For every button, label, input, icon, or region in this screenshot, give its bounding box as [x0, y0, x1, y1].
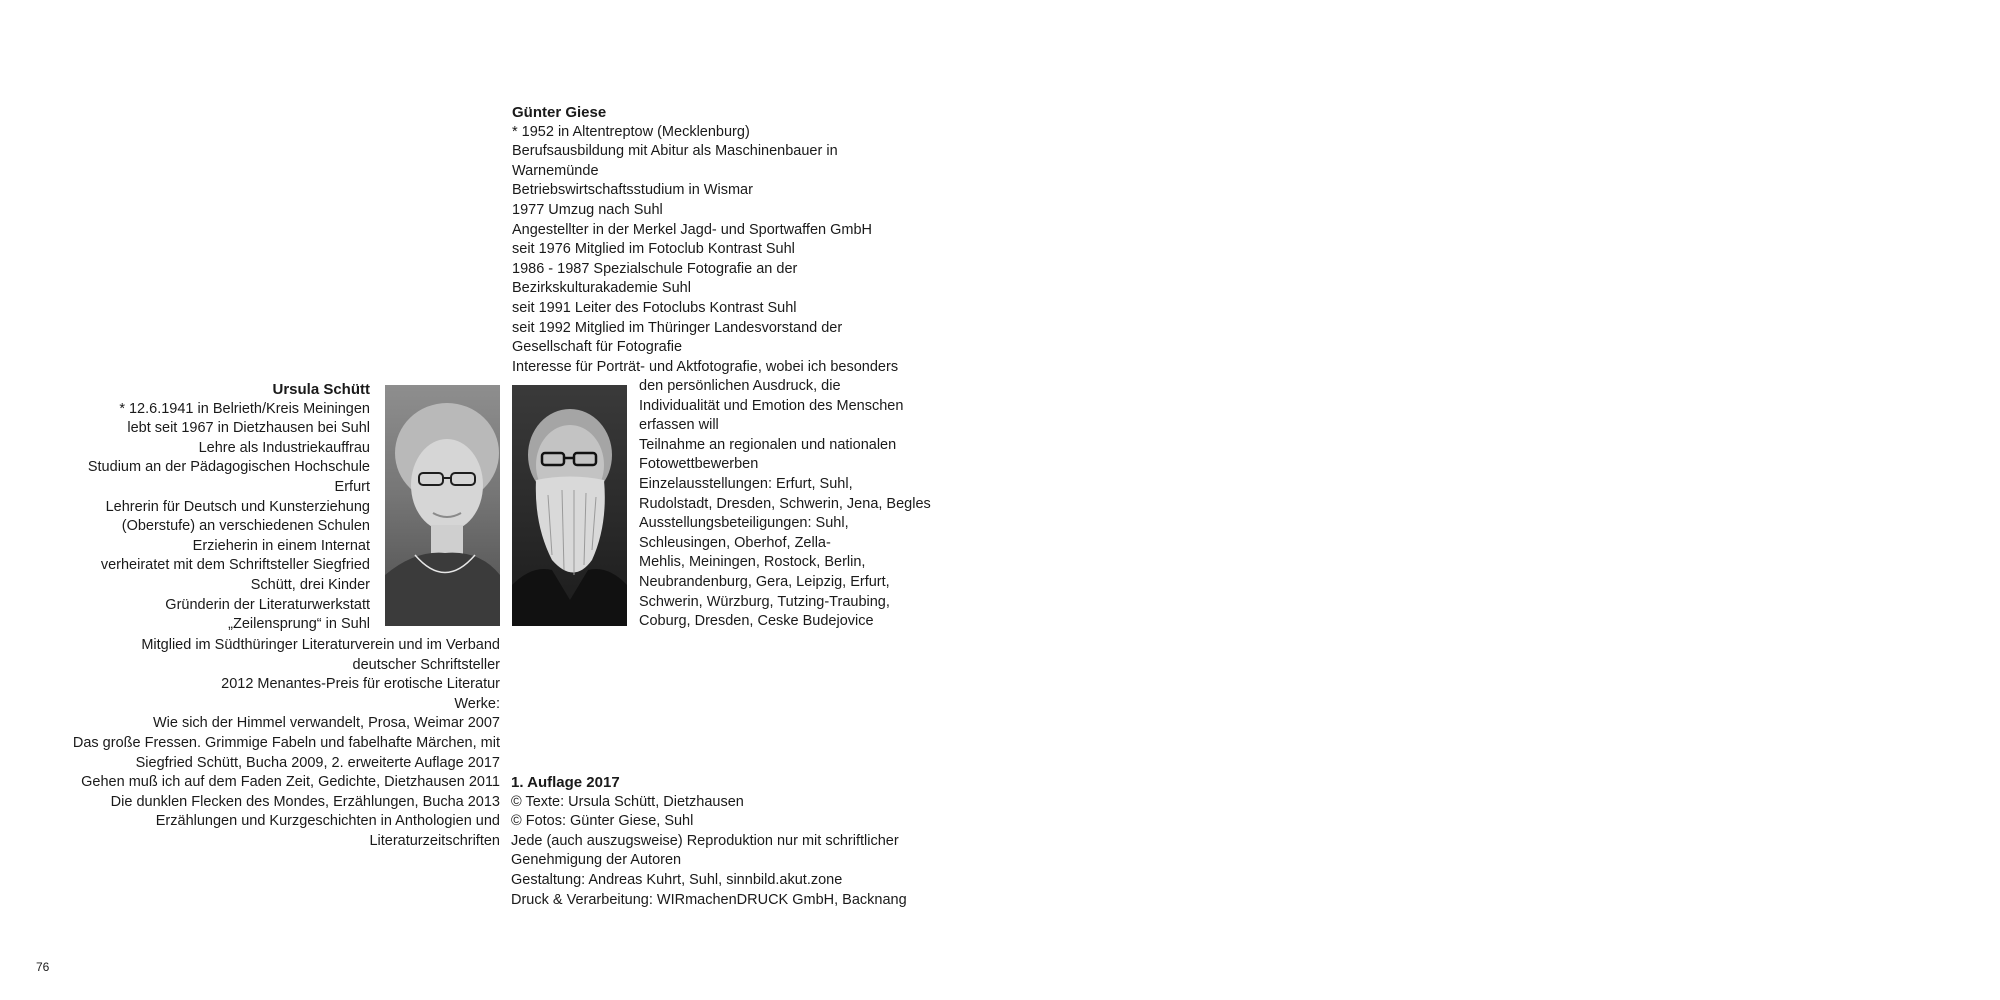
bio-line: Lehrerin für Deutsch und Kunsterziehung: [105, 498, 370, 515]
bio-line: (Oberstufe) an verschiedenen Schulen: [121, 518, 370, 535]
bio-line: Bezirkskulturakademie Suhl: [512, 280, 691, 297]
bio-line: Lehre als Industriekauffrau: [198, 439, 370, 456]
bio-line: erfassen will: [639, 417, 719, 434]
bio-line: Betriebswirtschaftsstudium in Wismar: [512, 182, 753, 199]
bio-line: Warnemünde: [512, 162, 599, 179]
bio-line: Studium an der Pädagogischen Hochschule: [87, 459, 370, 476]
bio-line: Erfurt: [334, 478, 370, 495]
ursula-bio-bottom: [73, 636, 500, 852]
bio-line: Werke:: [454, 695, 500, 712]
bio-line: lebt seit 1967 in Dietzhausen bei Suhl: [127, 420, 370, 437]
bio-line: Rudolstadt, Dresden, Schwerin, Jena, Begles: [639, 495, 931, 512]
bio-line: Schütt, drei Kinder: [250, 576, 370, 593]
ursula-bio-top: [88, 380, 370, 635]
bio-line: deutscher Schriftsteller: [352, 656, 500, 673]
bio-line: „Zeilensprung“ in Suhl: [228, 616, 370, 633]
page-number: 76: [36, 960, 50, 974]
bio-line: Literaturzeitschriften: [369, 832, 500, 849]
guenter-bio-top: [512, 103, 898, 377]
bio-line: Das große Fressen. Grimmige Fabeln und fabelhafte Märchen, mit: [72, 734, 500, 751]
bio-line: Erzählungen und Kurzgeschichten in Anthologien und: [155, 813, 500, 830]
imprint-line: Druck & Verarbeitung: WIRmachenDRUCK GmbH, Backnang: [511, 891, 907, 908]
bio-line: 1986 - 1987 Spezialschule Fotografie an der: [512, 260, 798, 277]
bio-line: Einzelausstellungen: Erfurt, Suhl,: [639, 475, 853, 492]
bio-line: 2012 Menantes-Preis für erotische Literatur: [221, 676, 500, 693]
bio-line: verheiratet mit dem Schriftsteller Siegfried: [100, 557, 370, 574]
bio-line: Mitglied im Südthüringer Literaturverein und im Verband: [141, 637, 500, 653]
guenter-bio-wrap: [639, 377, 931, 632]
bio-line: Coburg, Dresden, Ceske Budejovice: [639, 613, 874, 630]
imprint-heading: 1. Auflage 2017: [511, 774, 620, 791]
bio-line: Schleusingen, Oberhof, Zella-: [639, 534, 831, 551]
bio-line: Die dunklen Flecken des Mondes, Erzählungen, Bucha 2013: [110, 793, 500, 810]
bio-line: Gründerin der Literaturwerkstatt: [165, 596, 370, 613]
imprint: [511, 773, 907, 910]
bio-line: Angestellter in der Merkel Jagd- und Sportwaffen GmbH: [512, 221, 872, 238]
bio-line: Individualität und Emotion des Menschen: [639, 397, 904, 414]
guenter-portrait-photo: [512, 385, 627, 626]
bio-line: 1977 Umzug nach Suhl: [512, 201, 663, 218]
bio-line: Siegfried Schütt, Bucha 2009, 2. erweiterte Auflage 2017: [135, 754, 500, 771]
bio-line: Interesse für Porträt- und Aktfotografie, wobei ich besonders: [512, 358, 899, 375]
bio-line: Gehen muß ich auf dem Faden Zeit, Gedichte, Dietzhausen 2011: [81, 774, 500, 791]
bio-line: * 12.6.1941 in Belrieth/Kreis Meiningen: [119, 400, 370, 417]
bio-line: Fotowettbewerben: [639, 456, 759, 473]
imprint-line: Gestaltung: Andreas Kuhrt, Suhl, sinnbild.akut.zone: [511, 871, 843, 888]
bio-line: Teilnahme an regionalen und nationalen: [639, 436, 897, 453]
imprint-line: © Fotos: Günter Giese, Suhl: [511, 813, 694, 830]
bio-line: Schwerin, Würzburg, Tutzing-Traubing,: [639, 593, 890, 610]
imprint-line: © Texte: Ursula Schütt, Dietzhausen: [511, 793, 744, 810]
bio-line: seit 1992 Mitglied im Thüringer Landesvorstand der: [512, 319, 843, 336]
ursula-portrait-photo: [385, 385, 500, 626]
bio-line: seit 1991 Leiter des Fotoclubs Kontrast Suhl: [512, 299, 797, 316]
imprint-line: Jede (auch auszugsweise) Reproduktion nur mit schriftlicher: [511, 832, 899, 849]
bio-line: Gesellschaft für Fotografie: [512, 339, 683, 356]
bio-line: Erzieherin in einem Internat: [192, 537, 370, 554]
bio-line: * 1952 in Altentreptow (Mecklenburg): [512, 123, 750, 140]
bio-line: Berufsausbildung mit Abitur als Maschinenbauer in: [512, 143, 838, 160]
bio-line: Mehlis, Meiningen, Rostock, Berlin,: [639, 554, 866, 571]
guenter-name: Günter Giese: [512, 104, 607, 121]
bio-line: Ausstellungsbeteiligungen: Suhl,: [639, 515, 849, 532]
ursula-name: Ursula Schütt: [272, 381, 370, 398]
bio-line: den persönlichen Ausdruck, die: [639, 378, 841, 394]
bio-line: Neubrandenburg, Gera, Leipzig, Erfurt,: [639, 573, 890, 590]
bio-line: Wie sich der Himmel verwandelt, Prosa, Weimar 2007: [152, 715, 500, 732]
bio-line: seit 1976 Mitglied im Fotoclub Kontrast Suhl: [512, 241, 795, 258]
imprint-line: Genehmigung der Autoren: [511, 852, 682, 869]
